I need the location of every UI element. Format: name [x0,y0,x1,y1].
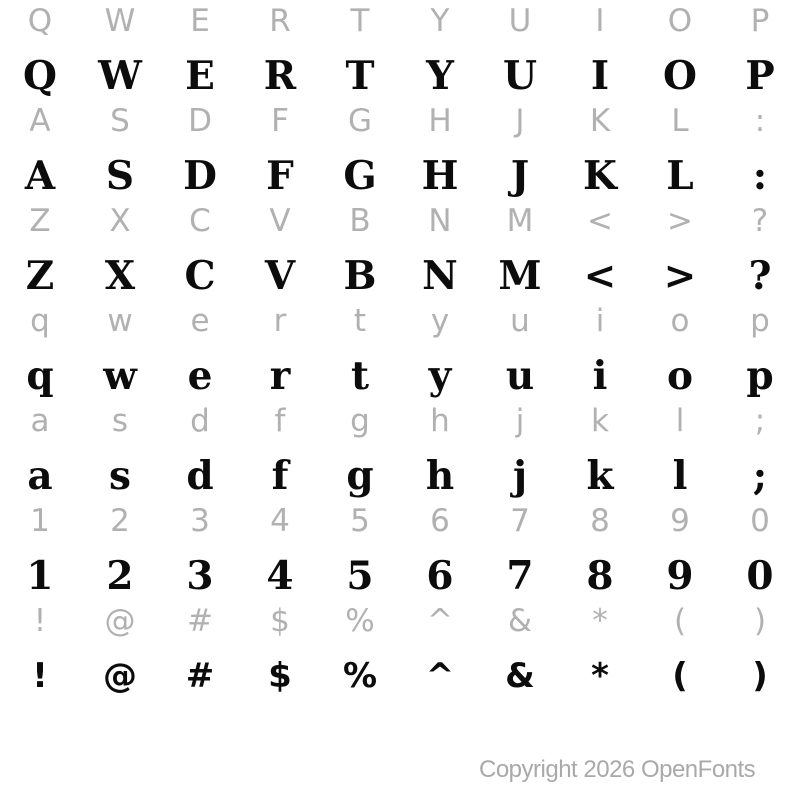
specimen-char-ink: 9 [666,552,694,599]
specimen-char-ink: W [98,52,142,99]
specimen-char-muted: 9 [670,502,690,539]
specimen-char-ink: @ [103,656,137,696]
specimen-char-muted: h [430,402,450,439]
specimen-char-ink: 0 [746,552,774,599]
specimen-char-ink: * [591,656,609,696]
specimen-char-muted: : [754,102,766,139]
specimen-line-ink-uppercase-bottom [0,253,800,299]
specimen-row-pair-symbols [0,600,800,700]
copyright-notice: Copyright 2026 OpenFonts [479,756,756,783]
specimen-char-ink: l [672,452,688,499]
specimen-char-muted: 5 [350,502,370,539]
specimen-char-ink: I [590,52,610,99]
specimen-char-muted: y [430,302,450,339]
specimen-line-ink-lowercase-top [0,353,800,399]
specimen-line-ink-digits [0,553,800,599]
specimen-char-muted: U [508,2,532,39]
specimen-char-muted: ^ [427,602,453,639]
specimen-char-ink: y [428,352,452,399]
specimen-char-muted: g [350,402,370,439]
specimen-line-ink-uppercase-top [0,53,800,99]
specimen-char-muted: 2 [110,502,130,539]
specimen-char-muted: j [515,402,525,439]
specimen-char-muted: C [189,202,211,239]
specimen-char-muted: u [510,302,530,339]
specimen-char-muted: 3 [190,502,210,539]
specimen-char-muted: E [190,2,210,39]
specimen-char-ink: J [510,152,530,199]
specimen-char-muted: & [507,602,533,639]
specimen-char-ink: s [109,452,131,499]
specimen-char-ink: r [269,352,291,399]
specimen-char-muted: V [269,202,291,239]
specimen-line-ink-lowercase-home [0,453,800,499]
specimen-char-ink: & [505,656,535,696]
specimen-char-ink: < [583,252,617,299]
specimen-char-ink: H [421,152,459,199]
specimen-char-muted: L [671,102,689,139]
specimen-char-muted: A [29,102,51,139]
specimen-char-muted: q [30,302,50,339]
specimen-char-muted: G [347,102,373,139]
specimen-char-ink: Y [426,52,454,99]
specimen-char-muted: ; [754,402,766,439]
specimen-char-muted: @ [104,602,136,639]
specimen-char-ink: % [342,656,378,696]
specimen-char-muted: W [104,2,136,39]
specimen-char-ink: 2 [106,552,134,599]
specimen-char-muted: o [670,302,690,339]
specimen-line-muted-digits [0,500,800,542]
specimen-char-ink: R [263,52,297,99]
specimen-char-muted: d [190,402,210,439]
specimen-char-muted: a [30,402,50,439]
specimen-line-muted-lowercase-home [0,400,800,442]
specimen-char-muted: 4 [270,502,290,539]
specimen-char-ink: F [266,152,294,199]
specimen-char-muted: O [667,2,693,39]
specimen-char-ink: e [187,352,213,399]
specimen-char-muted: T [350,2,370,39]
specimen-char-muted: D [188,102,212,139]
specimen-char-muted: B [349,202,371,239]
specimen-char-muted: 7 [510,502,530,539]
specimen-char-ink: ( [672,656,688,696]
specimen-char-muted: f [274,402,286,439]
specimen-char-ink: V [264,252,296,299]
specimen-char-ink: T [345,52,375,99]
specimen-char-muted: r [273,302,287,339]
specimen-char-muted: S [110,102,130,139]
specimen-char-ink: : [752,152,768,199]
specimen-char-ink: h [425,452,455,499]
specimen-char-muted: # [187,602,213,639]
specimen-char-ink: D [183,152,217,199]
specimen-char-muted: ! [33,602,47,639]
specimen-char-muted: 0 [750,502,770,539]
specimen-line-muted-lowercase-top [0,300,800,342]
specimen-char-ink: j [512,452,528,499]
specimen-char-ink: C [184,252,216,299]
specimen-row-pair-lowercase-top [0,300,800,400]
specimen-char-muted: i [595,302,605,339]
specimen-char-ink: u [505,352,535,399]
specimen-char-ink: A [24,152,56,199]
specimen-char-muted: P [750,2,770,39]
specimen-row-pair-uppercase-top [0,0,800,100]
specimen-char-ink: P [745,52,775,99]
specimen-char-ink: Q [23,52,57,99]
specimen-char-ink: 7 [506,552,534,599]
specimen-char-muted: Y [430,2,450,39]
specimen-char-ink: B [343,252,377,299]
specimen-line-muted-symbols [0,600,800,642]
specimen-char-ink: i [592,352,608,399]
specimen-char-ink: Z [25,252,55,299]
specimen-char-muted: % [345,602,375,639]
specimen-char-ink: ^ [425,656,455,696]
specimen-line-muted-uppercase-bottom [0,200,800,242]
specimen-char-ink: 4 [266,552,294,599]
specimen-char-muted: s [111,402,129,439]
specimen-char-ink: 1 [26,552,54,599]
specimen-char-muted: K [589,102,611,139]
specimen-char-ink: K [583,152,617,199]
specimen-char-muted: > [667,202,693,239]
specimen-char-muted: p [750,302,770,339]
specimen-char-ink: M [498,252,542,299]
specimen-char-ink: G [343,152,377,199]
specimen-char-muted: N [428,202,452,239]
specimen-char-muted: t [353,302,367,339]
specimen-char-ink: L [666,152,694,199]
specimen-char-ink: k [586,452,614,499]
specimen-line-ink-uppercase-home [0,153,800,199]
specimen-char-ink: q [26,352,54,399]
specimen-row-pair-digits [0,500,800,600]
specimen-char-muted: 1 [30,502,50,539]
specimen-char-ink: N [422,252,458,299]
specimen-char-muted: X [109,202,131,239]
specimen-char-muted: 6 [430,502,450,539]
specimen-char-ink: 8 [586,552,614,599]
specimen-char-muted: k [591,402,609,439]
specimen-char-ink: > [663,252,697,299]
specimen-row-pair-uppercase-home [0,100,800,200]
specimen-char-ink: p [746,352,774,399]
specimen-char-muted: e [190,302,210,339]
specimen-char-ink: ; [752,452,768,499]
specimen-char-muted: J [515,102,525,139]
specimen-char-ink: ? [748,252,772,299]
specimen-char-ink: f [271,452,289,499]
specimen-char-ink: g [346,452,374,499]
specimen-char-ink: 6 [426,552,454,599]
specimen-line-muted-uppercase-home [0,100,800,142]
specimen-char-muted: $ [270,602,290,639]
specimen-char-muted: * [592,602,608,639]
specimen-char-muted: I [595,2,605,39]
specimen-char-muted: Q [27,2,53,39]
specimen-char-muted: l [675,402,685,439]
specimen-row-pair-lowercase-home [0,400,800,500]
specimen-char-ink: U [502,52,537,99]
specimen-char-ink: $ [268,656,292,696]
specimen-char-muted: w [107,302,133,339]
specimen-char-muted: ( [673,602,687,639]
specimen-char-ink: 3 [186,552,214,599]
specimen-line-ink-symbols [0,653,800,699]
specimen-char-ink: O [663,52,697,99]
specimen-char-muted: 8 [590,502,610,539]
specimen-char-muted: M [506,202,534,239]
specimen-line-muted-uppercase-top [0,0,800,42]
specimen-char-ink: E [185,52,215,99]
specimen-char-muted: ? [751,202,769,239]
specimen-row-pair-uppercase-bottom [0,200,800,300]
specimen-char-muted: < [587,202,613,239]
specimen-char-ink: S [105,152,135,199]
specimen-char-ink: X [104,252,136,299]
specimen-char-ink: ! [32,656,48,696]
specimen-char-ink: # [185,656,215,696]
specimen-char-muted: R [269,2,291,39]
specimen-char-muted: ) [753,602,767,639]
specimen-char-muted: H [428,102,452,139]
specimen-char-ink: d [186,452,214,499]
specimen-char-ink: o [666,352,693,399]
specimen-char-muted: F [271,102,289,139]
specimen-char-ink: w [103,352,137,399]
specimen-char-muted: Z [29,202,51,239]
specimen-char-ink: 5 [346,552,374,599]
specimen-char-ink: t [350,352,369,399]
specimen-char-ink: a [27,452,53,499]
specimen-char-ink: ) [752,656,768,696]
